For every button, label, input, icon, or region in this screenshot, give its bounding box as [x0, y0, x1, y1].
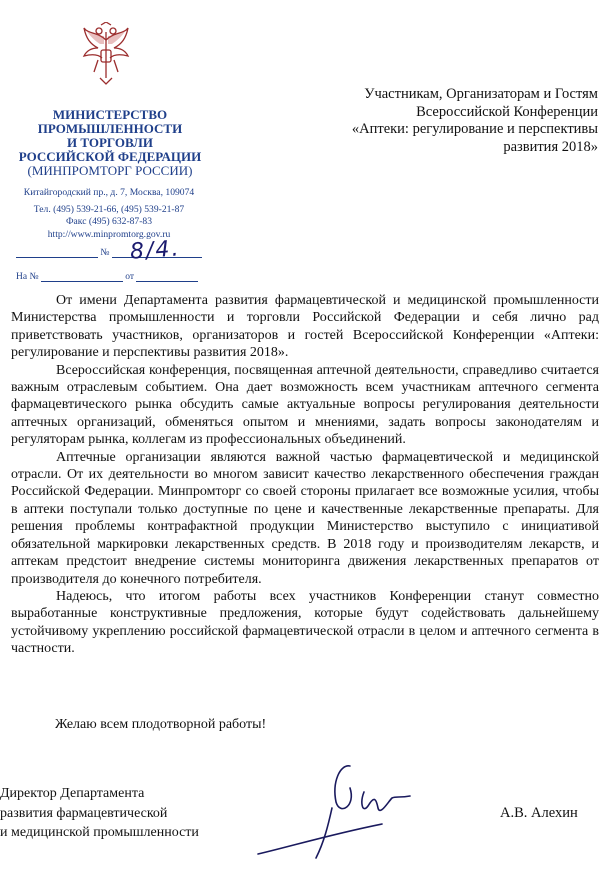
- recipient-line-3: «Аптеки: регулирование и перспективы: [351, 121, 598, 137]
- signatory-title-line-3: и медицинской промышленности: [0, 825, 199, 840]
- paragraph-1: От имени Департамента развития фармацевтической и медицинской промышленности Министерства промышленности и торговли Российской Федерации и себя лично рад приветствовать участников, организаторов и гостей Всероссийской Конференции «Аптеки: регулирование и перспективы развития 2018».: [11, 293, 599, 361]
- ministry-abbreviation: (МИНПРОМТОРГ РОССИИ): [27, 163, 193, 178]
- ministry-line-3: И ТОРГОВЛИ: [67, 135, 153, 150]
- reference-line: [16, 272, 206, 286]
- paragraph-2: Всероссийская конференция, посвященная аптечной деятельности, справедливо считается важным отраслевым событием. Она дает возможность всем участникам аптечного сегмента фармацевтического рынка обсудить самые актуальные вопросы регулирования деятельности аптечных организаций, обменяться опытом и мнениями, задать вопросы законодателям и регуляторам рынка, коллегам из профессиональных объединений.: [11, 362, 599, 448]
- number-label: №: [100, 248, 110, 258]
- ministry-line-2: ПРОМЫШЛЕННОСТИ: [37, 121, 183, 136]
- ministry-line-4: РОССИЙСКОЙ ФЕДЕРАЦИИ: [18, 149, 202, 164]
- signatory-title-line-2: развития фармацевтической: [0, 805, 168, 821]
- paragraph-3: Аптечные организации являются важной частью фармацевтической и медицинской отрасли. От их деятельности во многом зависит качество лекарственного обеспечения граждан Российской Федерации. Минпромторг со своей стороны прилагает все возможные усилия, чтобы в аптеки поступали только доступные по цене и качественные лекарственные препараты. Для решения проблемы контрафактной продукции Министерство выступило с инициативой обязательной маркировки лекарственных средств. В 2018 году и производителям лекарств, и аптекам предстоит внедрение системы мониторинга движения лекарственных препаратов от производителя до конечного потребителя.: [11, 449, 599, 587]
- letter-body: [11, 292, 599, 658]
- letterhead-contacts: [0, 187, 218, 241]
- fax: Факс (495) 632-87-83: [65, 216, 153, 228]
- closing-line: Желаю всем плодотворной работы!: [55, 717, 267, 732]
- handwritten-number: 8/4.: [129, 236, 182, 265]
- double-headed-eagle-icon: [80, 22, 132, 86]
- phone: Тел. (495) 539-21-66, (495) 539-21-87: [33, 204, 185, 216]
- ministry-name: [0, 108, 220, 178]
- reference-label: На №: [16, 272, 39, 282]
- signatory-name: А.В. Алехин: [500, 805, 578, 821]
- reference-blank: [41, 272, 123, 282]
- website-link[interactable]: http://www.minpromtorg.gov.ru: [47, 228, 171, 240]
- paragraph-4: Надеюсь, что итогом работы всех участников Конференции станут совместно выработанные конструктивные предложения, которые будут содействовать дальнейшему устойчивому укреплению российской фармацевтической отрасли в целом и аптечного сегмента в частности.: [11, 588, 599, 657]
- address: Китайгородский пр., д. 7, Москва, 109074: [23, 187, 195, 198]
- ministry-line-1: МИНИСТЕРСТВО: [52, 107, 168, 122]
- signatory-title-line-1: Директор Департамента: [0, 786, 145, 801]
- recipient-line-2: Всероссийской Конференции: [416, 103, 598, 120]
- recipient-line-4: развития 2018»: [503, 138, 598, 155]
- reference-from-label: от: [125, 272, 135, 282]
- recipient-line-1: Участникам, Организаторам и Гостям: [364, 86, 598, 102]
- handwritten-signature-icon: [232, 742, 442, 862]
- recipients-block: [300, 86, 598, 156]
- date-blank: [16, 248, 98, 258]
- reference-date-blank: [136, 272, 198, 282]
